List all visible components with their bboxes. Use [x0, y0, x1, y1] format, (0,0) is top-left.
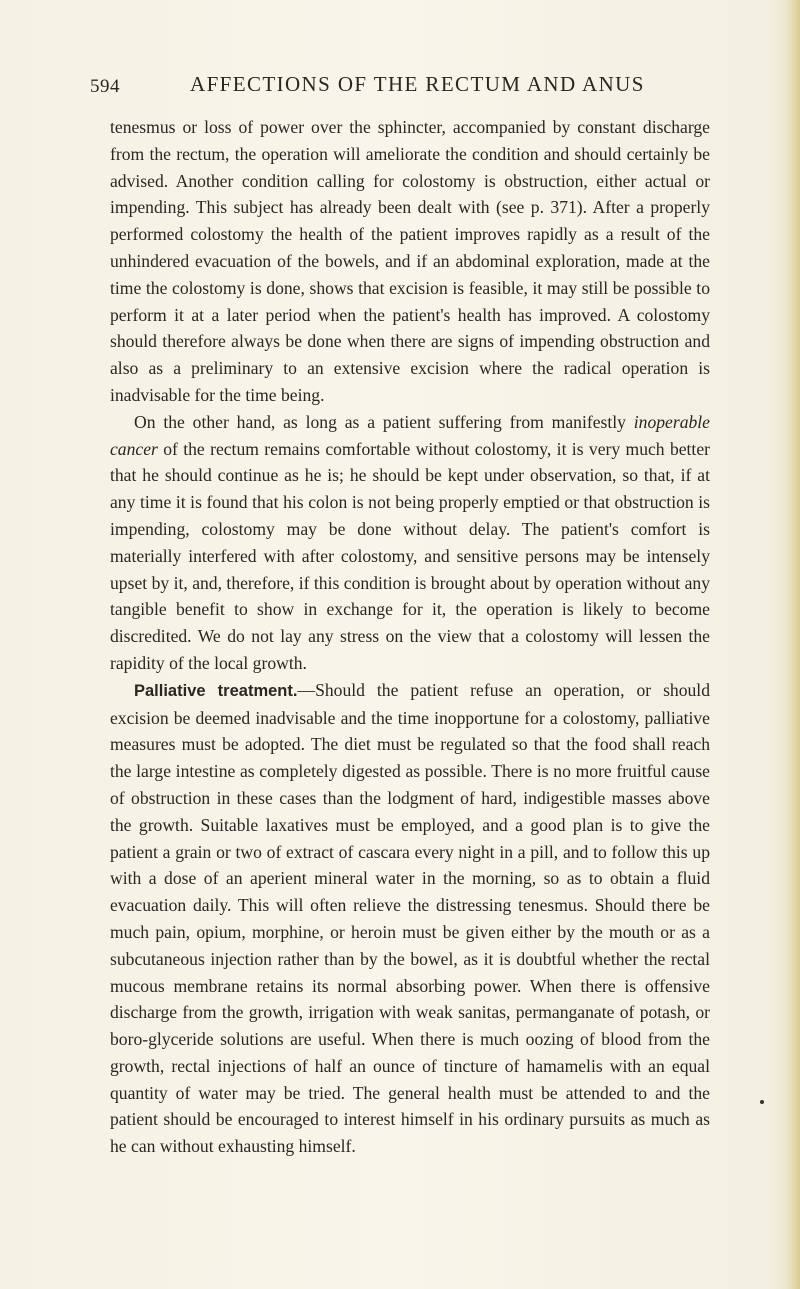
- paragraph-continuation: [110, 114, 710, 409]
- paragraph-2-start: On the other hand, as long as a patient suffering from manifestly: [134, 411, 626, 432]
- paragraph-palliative-treatment: [110, 677, 710, 1160]
- paragraph-1-text: tenesmus or loss of power over the sphincter, accompanied by constant discharge from the rectum, the operation will ameliorate the condition and should certainly be advised. Another condition calling for colostomy is obstruction, either actual or impending. This subject has already been dealt with (see p. 371). After a properly performed colostomy the health of the patient improves rapidly as a result of the unhindered evacuation of the bowels, and if an abdominal exploration, made at the time the colostomy is done, shows that excision is feasible, it may still be possible to perform it at a later period when the patient's health has improved. A colostomy should therefore always be done when there are signs of impending obstruction and also as a preliminary to an extensive excision where the radical operation is inadvisable for the time being.: [110, 117, 710, 405]
- chapter-title: AFFECTIONS OF THE RECTUM AND ANUS: [190, 72, 645, 96]
- paragraph-inoperable-cancer: [110, 409, 710, 677]
- page-edge-shading: [786, 0, 800, 1289]
- paragraph-2-rest: of the rectum remains comfortable without colostomy, it is very much better that he should continue as he is; he should be kept under observation, so that, if at any time it is found that his colon is not being properly emptied or that obstruction is impending, colostomy may be done without delay. The patient's comfort is materially interfered with after colostomy, and sensitive persons may be intensely upset by it, and, therefore, if this condition is brought about by operation without any tangible benefit to show in exchange for it, the operation is likely to become discredited. We do not lay any stress on the view that a colostomy will lessen the rapidity of the local growth.: [110, 438, 710, 673]
- page-number: 594: [90, 76, 120, 97]
- running-head: [90, 72, 720, 106]
- margin-mark: [760, 1100, 764, 1104]
- italic-term-inoperable-cancer: inoperable cancer: [110, 411, 710, 459]
- body-text: [110, 114, 710, 1160]
- paragraph-3-text: —Should the patient refuse an operation, or should excision be deemed inadvisable and the time inopportune for a colostomy, palliative measures must be adopted. The diet must be regulated so that the food shall reach the large intestine as completely digested as possible. There is no more fruitful cause of obstruction in these cases than the lodgment of hard, indigestible masses above the growth. Suitable laxatives must be employed, and a good plan is to give the patient a grain or two of extract of cascara every night in a pill, and to follow this up with a dose of an aperient mineral water in the morning, so as to obtain a fluid evacuation daily. This will often relieve the distressing tenesmus. Should there be much pain, opium, morphine, or heroin must be given either by the mouth or as a subcutaneous injection rather than by the bowel, as it is doubtful whether the rectal mucous membrane retains its normal absorbing power. When there is offensive discharge from the growth, irrigation with weak sanitas, permanganate of potash, or boro-glyceride solutions are useful. When there is much oozing of blood from the growth, rectal injections of half an ounce of tincture of hamamelis with an equal quantity of water may be tried. The general health must be attended to and the patient should be encouraged to interest himself in his ordinary pursuits as much as he can without exhausting himself.: [110, 679, 710, 1157]
- section-heading-palliative-treatment: Palliative treatment.: [134, 681, 298, 700]
